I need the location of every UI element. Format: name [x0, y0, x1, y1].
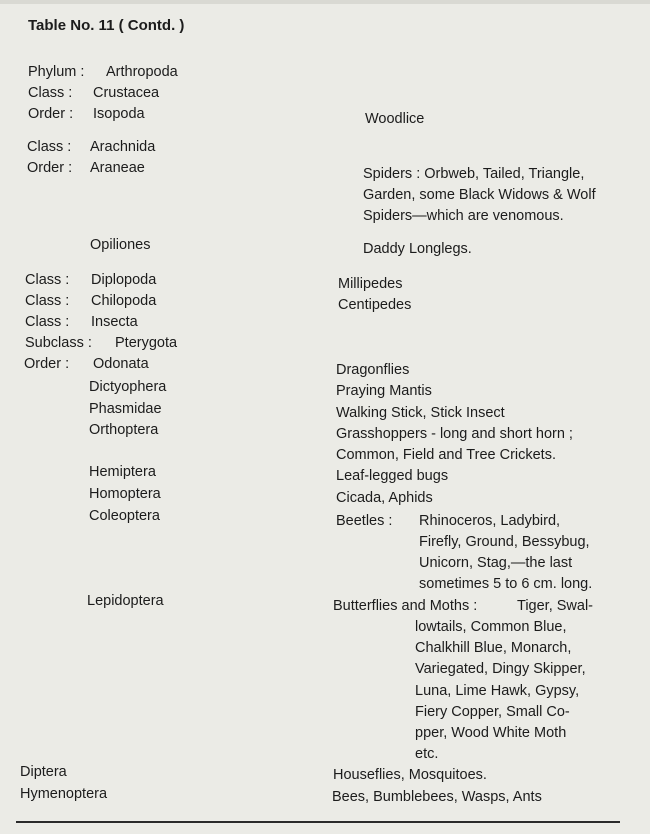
common-name: Woodlice — [365, 111, 425, 127]
top-edge — [0, 0, 650, 4]
common-name-head: Beetles : — [336, 513, 393, 529]
taxon-name: Lepidoptera — [87, 593, 164, 609]
common-name-line: sometimes 5 to 6 cm. long. — [419, 576, 593, 592]
taxon-name: Hymenoptera — [20, 786, 108, 802]
common-name: Cicada, Aphids — [336, 490, 433, 506]
taxon-name: Pterygota — [115, 335, 178, 351]
taxon-name: Diptera — [20, 764, 67, 780]
common-name-line: Luna, Lime Hawk, Gypsy, — [415, 683, 580, 699]
common-name: Bees, Bumblebees, Wasps, Ants — [332, 789, 542, 805]
common-name: Millipedes — [338, 276, 403, 292]
common-name-line: Garden, some Black Widows & Wolf — [363, 187, 596, 203]
taxon-name: Phasmidae — [89, 401, 162, 417]
common-name-line: etc. — [415, 746, 439, 762]
rank-label: Order : — [28, 106, 74, 122]
taxon-row — [27, 139, 155, 156]
taxon-row — [28, 106, 145, 123]
taxon-name: Opiliones — [90, 237, 151, 253]
taxon-name: Dictyophera — [89, 379, 167, 395]
common-name-line: Firefly, Ground, Bessybug, — [419, 534, 590, 550]
common-name-line: Tiger, Swal- — [517, 598, 594, 614]
common-name: Praying Mantis — [336, 383, 432, 399]
taxon-name: Homoptera — [89, 486, 161, 502]
common-name: Centipedes — [338, 297, 412, 313]
taxon-name: Hemiptera — [89, 464, 156, 480]
rank-label: Class : — [25, 272, 70, 288]
rank-label: Class : — [27, 139, 72, 155]
taxon-row — [28, 85, 159, 102]
taxon-row — [28, 64, 178, 81]
bottom-rule — [16, 821, 620, 823]
common-name-line: Rhinoceros, Ladybird, — [419, 513, 561, 529]
taxon-name: Odonata — [93, 356, 149, 372]
common-name: Leaf-legged bugs — [336, 468, 449, 484]
common-name-line: pper, Wood White Moth — [415, 725, 567, 741]
common-name-line: Variegated, Dingy Skipper, — [415, 661, 586, 677]
common-name: Houseflies, Mosquitoes. — [333, 767, 487, 783]
taxon-row — [25, 335, 177, 352]
common-name: Dragonflies — [336, 362, 410, 378]
rank-label: Class : — [25, 293, 70, 309]
rank-label: Order : — [27, 160, 73, 176]
taxon-row — [24, 356, 149, 373]
common-name-line: Fiery Copper, Small Co- — [415, 704, 570, 720]
common-name-head: Butterflies and Moths : — [333, 598, 478, 614]
common-name-line: lowtails, Common Blue, — [415, 619, 567, 635]
common-name-line: Spiders : Orbweb, Tailed, Triangle, — [363, 166, 585, 182]
common-name: Daddy Longlegs. — [363, 241, 472, 257]
taxon-name: Insecta — [91, 314, 138, 330]
taxon-name: Orthoptera — [89, 422, 159, 438]
common-name-line: Chalkhill Blue, Monarch, — [415, 640, 572, 656]
rank-label: Class : — [25, 314, 70, 330]
taxon-name: Araneae — [90, 160, 145, 176]
taxon-name: Arthropoda — [106, 64, 178, 80]
taxon-name: Arachnida — [90, 139, 156, 155]
table-title: Table No. 11 ( Contd. ) — [28, 17, 185, 34]
common-name-line: Spiders—which are venomous. — [363, 208, 564, 224]
taxon-name: Diplopoda — [91, 272, 157, 288]
common-name-line: Unicorn, Stag,—the last — [419, 555, 573, 571]
taxon-row — [27, 160, 145, 177]
rank-label: Subclass : — [25, 335, 92, 351]
taxon-row — [25, 293, 156, 310]
common-name: Walking Stick, Stick Insect — [336, 405, 505, 421]
rank-label: Order : — [24, 356, 70, 372]
taxon-name: Chilopoda — [91, 293, 157, 309]
taxon-row — [25, 272, 156, 289]
rank-label: Phylum : — [28, 64, 85, 80]
common-name-line: Grasshoppers - long and short horn ; — [336, 426, 573, 442]
taxon-name: Isopoda — [93, 106, 145, 122]
taxon-name: Coleoptera — [89, 508, 160, 524]
taxon-name: Crustacea — [93, 85, 160, 101]
common-name-line: Common, Field and Tree Crickets. — [336, 447, 556, 463]
taxon-row — [25, 314, 138, 331]
rank-label: Class : — [28, 85, 73, 101]
